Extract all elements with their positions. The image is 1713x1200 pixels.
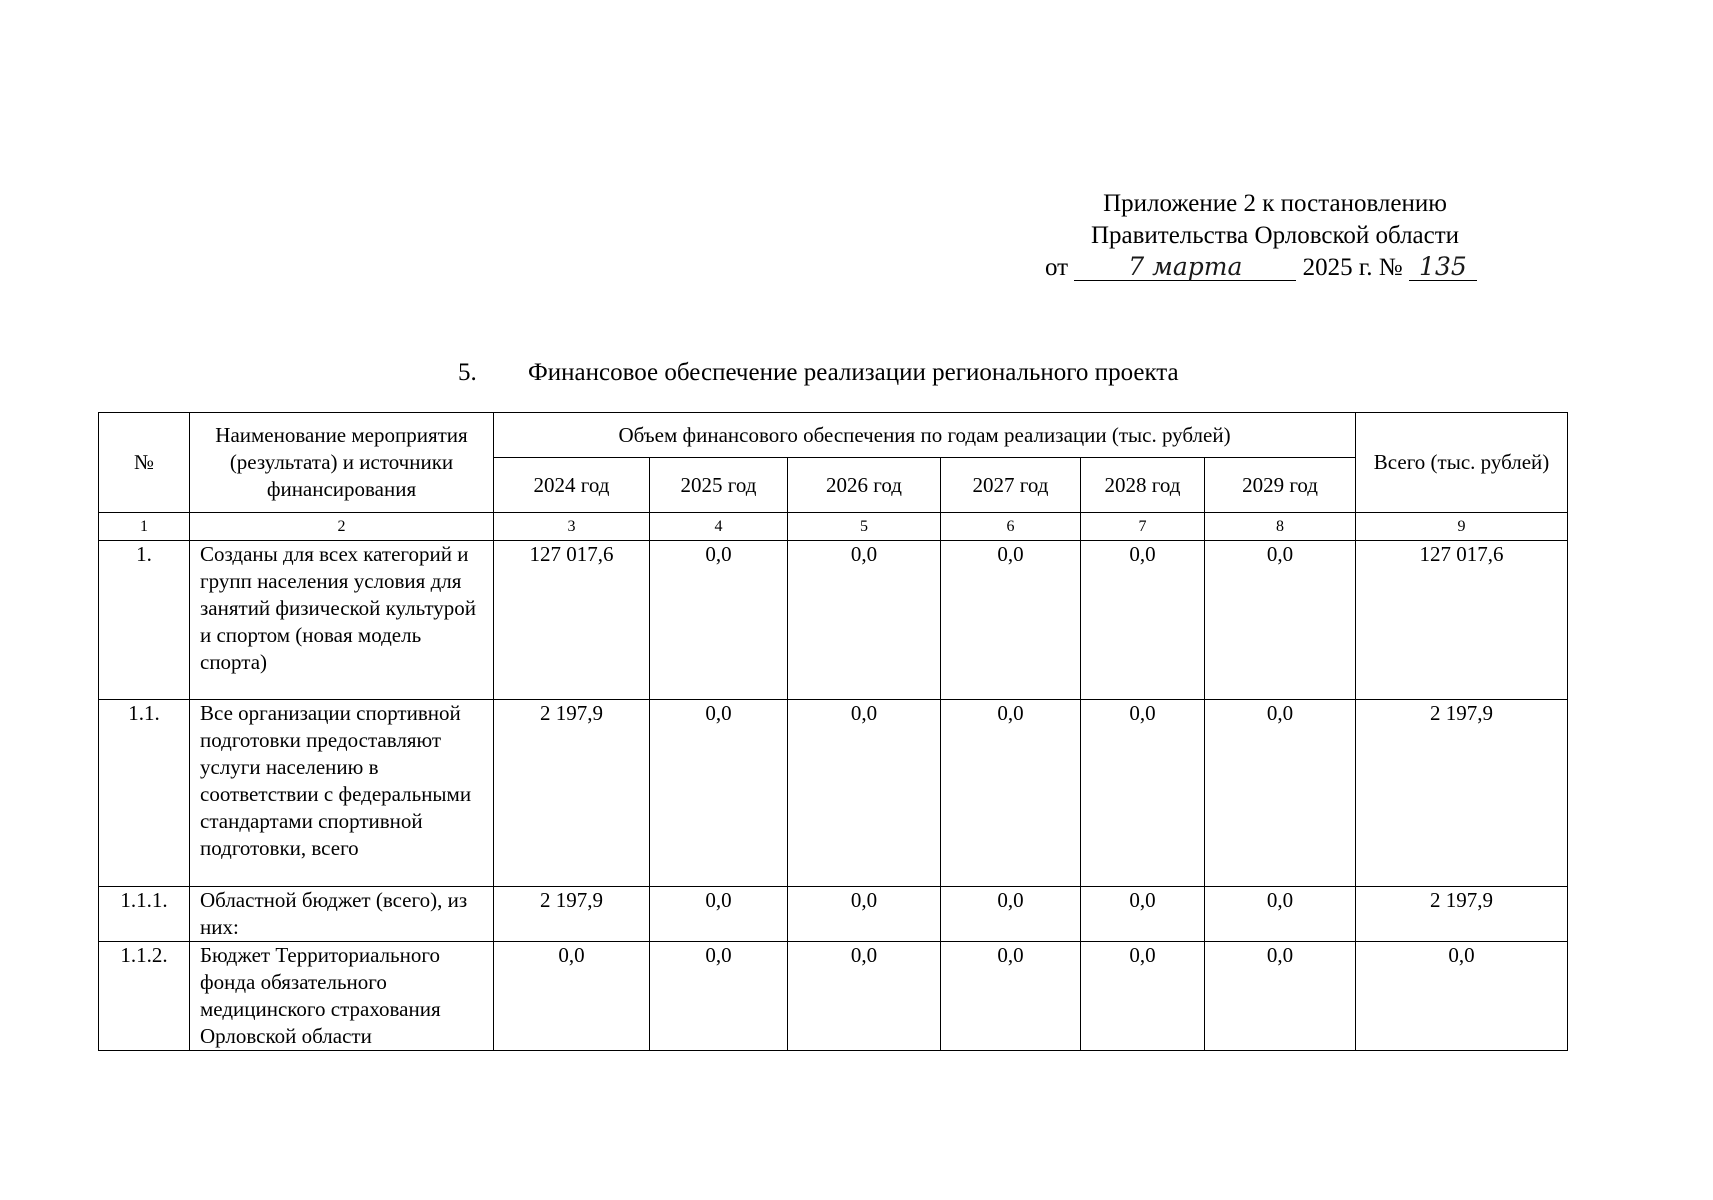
row-number: 1.1.2. (99, 942, 190, 1051)
value-2024: 2 197,9 (494, 887, 650, 942)
value-2024: 127 017,6 (494, 541, 650, 700)
row-name: Созданы для всех категорий и групп населения условия для занятий физической культурой и спортом (новая модель спорта) (190, 541, 494, 700)
value-2024: 0,0 (494, 942, 650, 1051)
column-number: 8 (1205, 513, 1356, 541)
header-year-2028: 2028 год (1081, 458, 1205, 513)
value-2025: 0,0 (650, 887, 788, 942)
value-2029: 0,0 (1205, 942, 1356, 1051)
handwritten-number: 135 (1409, 254, 1477, 281)
header-year-2026: 2026 год (788, 458, 941, 513)
column-number: 6 (941, 513, 1081, 541)
value-2028: 0,0 (1081, 541, 1205, 700)
row-number: 1. (99, 541, 190, 700)
value-2027: 0,0 (941, 541, 1081, 700)
column-number: 9 (1356, 513, 1568, 541)
table-row (99, 541, 1568, 700)
row-name: Бюджет Территориального фонда обязательного медицинского страхования Орловской области (190, 942, 494, 1051)
value-2027: 0,0 (941, 700, 1081, 887)
value-2028: 0,0 (1081, 887, 1205, 942)
value-2026: 0,0 (788, 700, 941, 887)
value-2029: 0,0 (1205, 541, 1356, 700)
appendix-line-2: Правительства Орловской области (1090, 222, 1460, 249)
value-2028: 0,0 (1081, 700, 1205, 887)
column-number: 2 (190, 513, 494, 541)
section-title-text: Финансовое обеспечение реализации регионального проекта (528, 359, 1179, 386)
value-2029: 0,0 (1205, 700, 1356, 887)
table-row (99, 887, 1568, 942)
header-name: Наименование мероприятия (результата) и источники финансирования (190, 413, 494, 513)
from-label: от (1045, 254, 1069, 281)
column-number: 7 (1081, 513, 1205, 541)
appendix-header (1040, 188, 1510, 284)
value-2025: 0,0 (650, 700, 788, 887)
value-2026: 0,0 (788, 942, 941, 1051)
row-name: Все организации спортивной подготовки предоставляют услуги населению в соответствии с федеральными стандартами спортивной подготовки, всего (190, 700, 494, 887)
column-number: 5 (788, 513, 941, 541)
value-total: 127 017,6 (1356, 541, 1568, 700)
header-year-2027: 2027 год (941, 458, 1081, 513)
value-2026: 0,0 (788, 887, 941, 942)
row-number: 1.1.1. (99, 887, 190, 942)
header-no: № (99, 413, 190, 513)
value-2026: 0,0 (788, 541, 941, 700)
value-2025: 0,0 (650, 541, 788, 700)
row-number: 1.1. (99, 700, 190, 887)
financing-table (98, 412, 1568, 1051)
value-total: 0,0 (1356, 942, 1568, 1051)
handwritten-date: 7 марта (1074, 254, 1296, 281)
section-number: 5. (458, 359, 477, 386)
column-number-row (99, 513, 1568, 541)
section-title (458, 359, 1179, 387)
header-year-2029: 2029 год (1205, 458, 1356, 513)
appendix-date-line (1040, 252, 1510, 284)
header-volume: Объем финансового обеспечения по годам реализации (тыс. рублей) (494, 413, 1356, 458)
value-total: 2 197,9 (1356, 887, 1568, 942)
column-number: 1 (99, 513, 190, 541)
value-total: 2 197,9 (1356, 700, 1568, 887)
appendix-line-1: Приложение 2 к постановлению (1103, 190, 1447, 217)
value-2028: 0,0 (1081, 942, 1205, 1051)
header-year-2025: 2025 год (650, 458, 788, 513)
value-2024: 2 197,9 (494, 700, 650, 887)
column-number: 3 (494, 513, 650, 541)
value-2027: 0,0 (941, 942, 1081, 1051)
value-2025: 0,0 (650, 942, 788, 1051)
column-number: 4 (650, 513, 788, 541)
table-row (99, 942, 1568, 1051)
row-name: Областной бюджет (всего), из них: (190, 887, 494, 942)
header-total: Всего (тыс. рублей) (1356, 413, 1568, 513)
value-2027: 0,0 (941, 887, 1081, 942)
header-year-2024: 2024 год (494, 458, 650, 513)
value-2029: 0,0 (1205, 887, 1356, 942)
table-row (99, 700, 1568, 887)
year-label: 2025 г. № (1302, 254, 1403, 281)
